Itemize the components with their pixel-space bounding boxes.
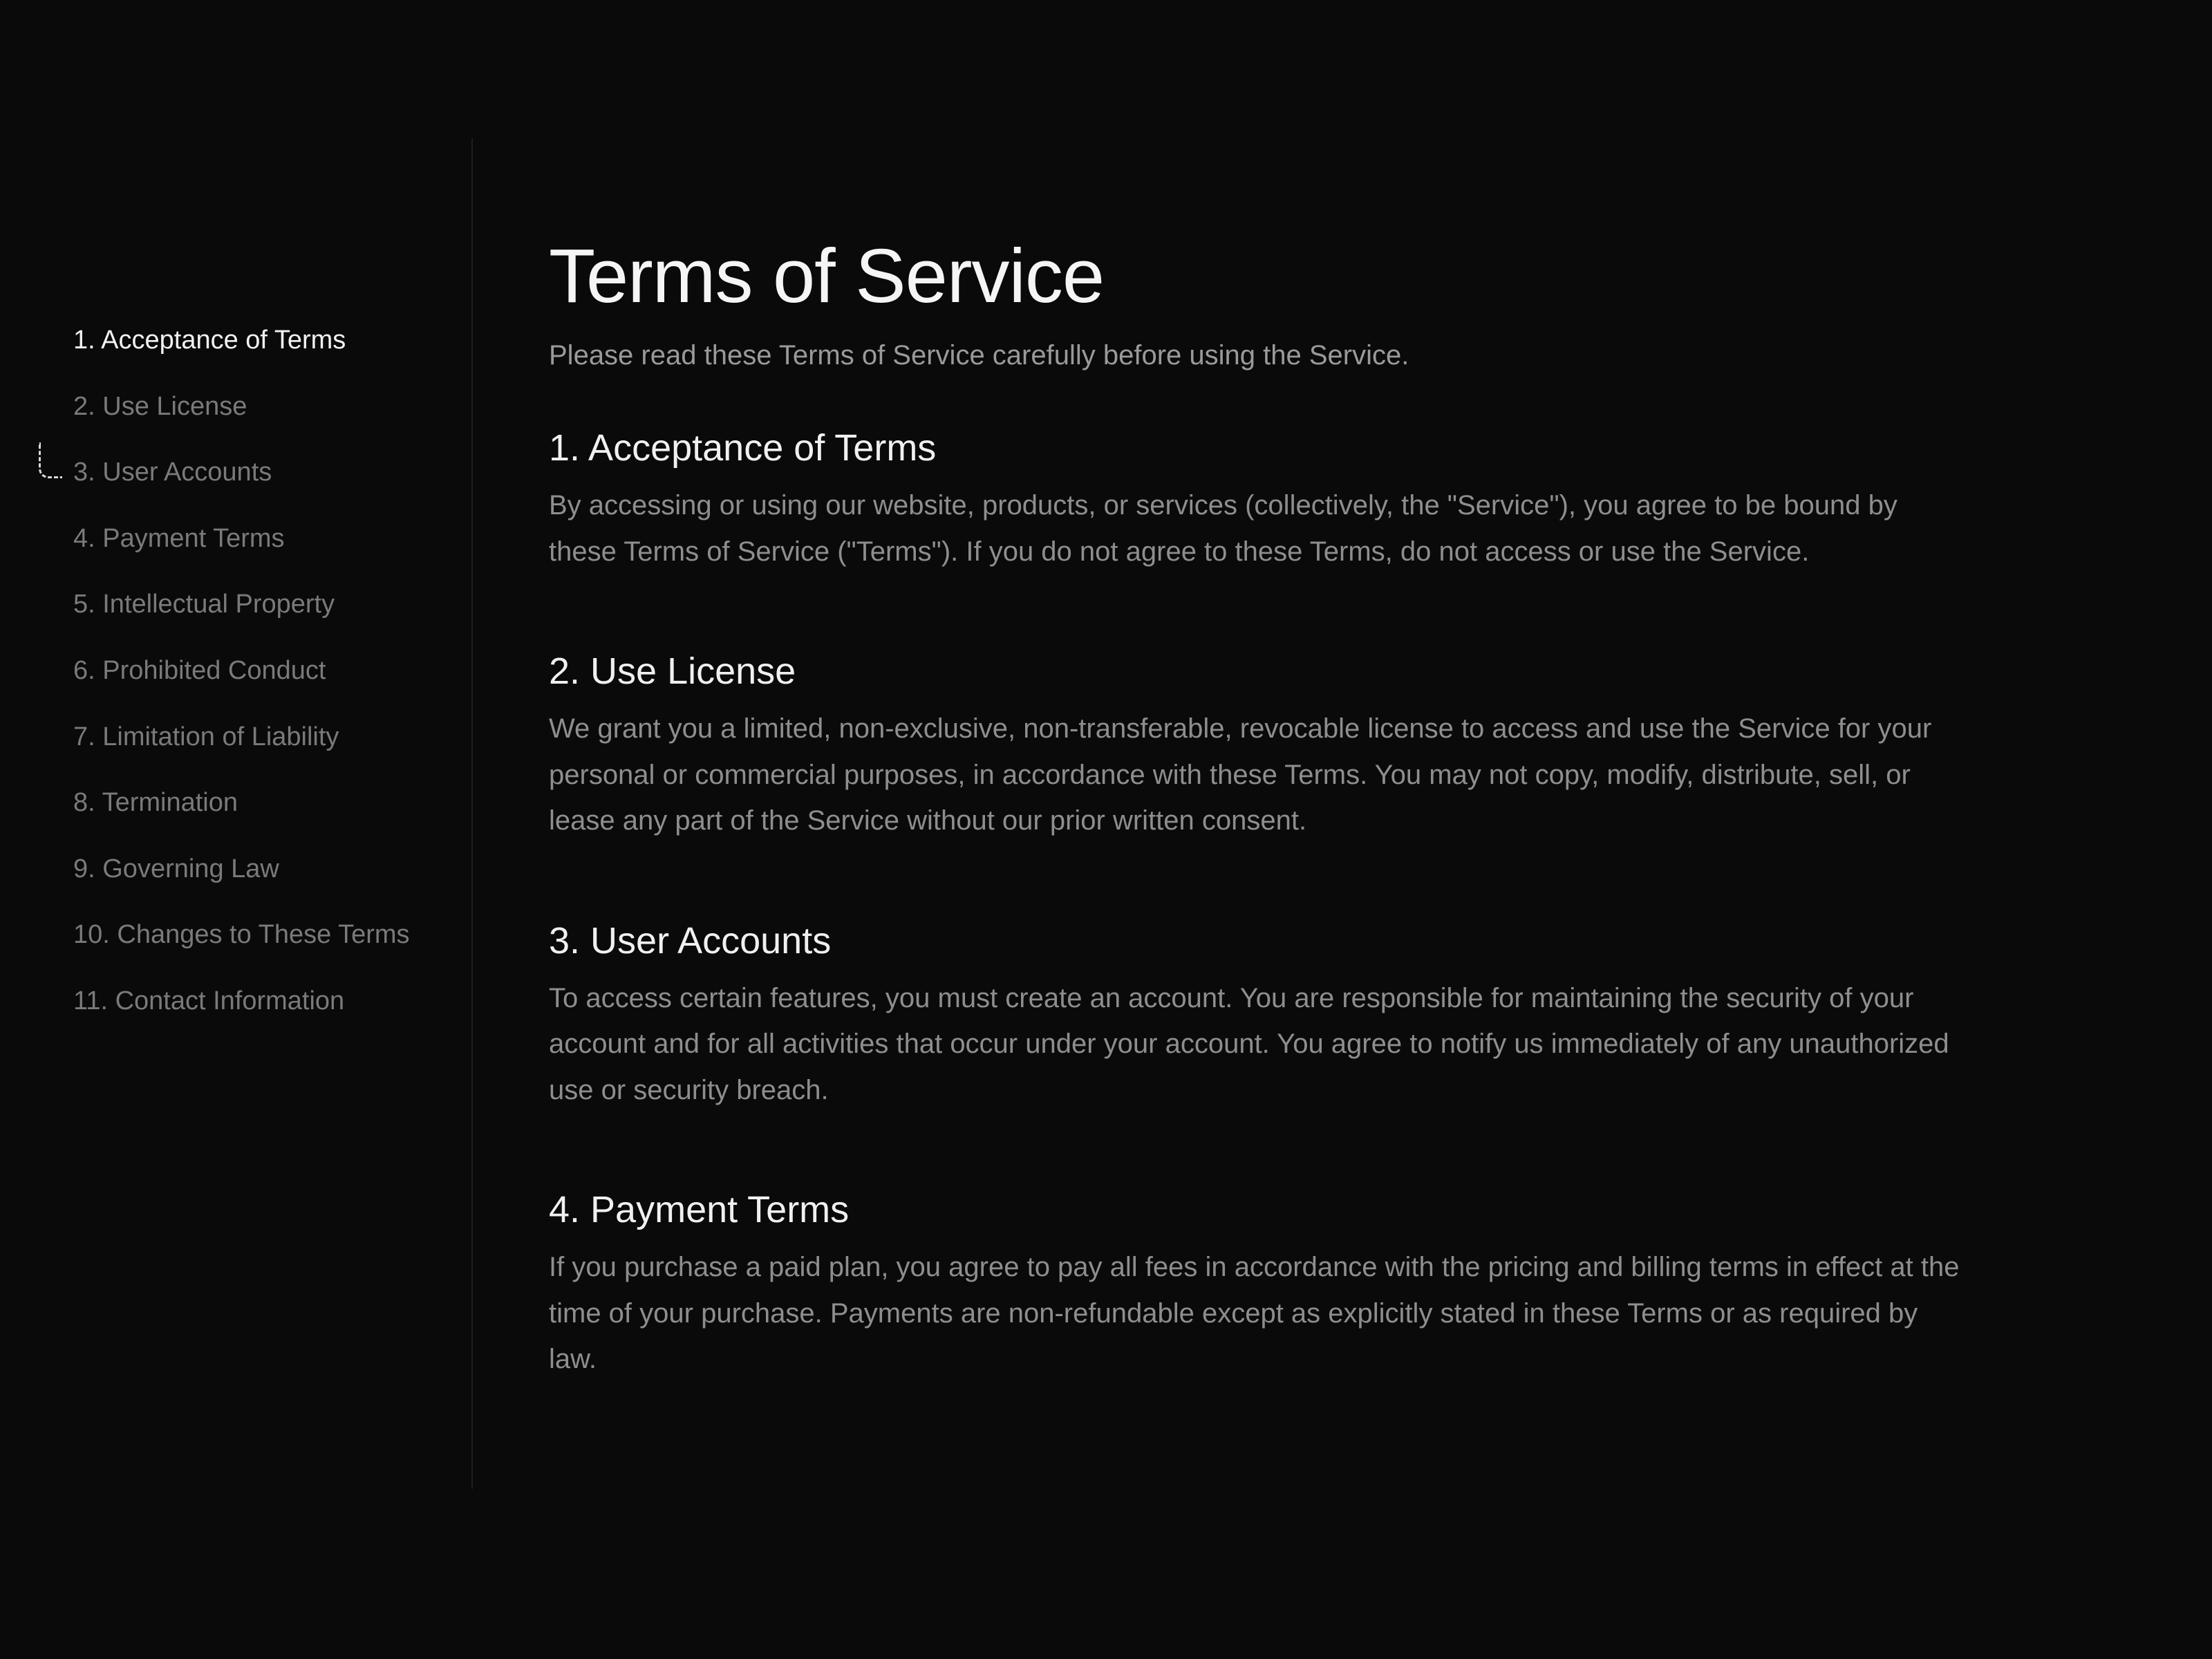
toc-item-changes-to-these-terms[interactable]: 10. Changes to These Terms	[73, 920, 410, 950]
section-use-license	[549, 646, 1973, 844]
table-of-contents	[0, 138, 473, 1489]
section-heading: 1. Acceptance of Terms	[549, 427, 937, 469]
main-content	[549, 228, 1973, 1382]
section-body: By accessing or using our website, products, or services (collectively, the "Service"), you agree to be bound by these Terms of Service ("Terms"). If you do not agree to these Terms, do not access or use the Service.	[549, 490, 1897, 567]
toc-item-prohibited-conduct[interactable]: 6. Prohibited Conduct	[73, 655, 326, 685]
toc-list	[73, 312, 410, 1040]
toc-item-intellectual-property[interactable]: 5. Intellectual Property	[73, 590, 335, 619]
toc-item-governing-law[interactable]: 9. Governing Law	[73, 854, 279, 883]
section-heading: 3. User Accounts	[549, 919, 832, 962]
section-heading: 4. Payment Terms	[549, 1189, 850, 1230]
toc-item-payment-terms[interactable]: 4. Payment Terms	[73, 523, 285, 553]
section-body: If you purchase a paid plan, you agree to pay all fees in accordance with the pricing and billing terms in effect at the time of your purchase. Payments are non-refundable except as explicitly stated in these Terms or as required by law.	[549, 1252, 1960, 1374]
intro-text: Please read these Terms of Service carefully before using the Service.	[549, 340, 1409, 371]
section-heading: 2. Use License	[549, 650, 796, 692]
section-user-accounts	[549, 916, 1973, 1114]
toc-item-use-license[interactable]: 2. Use License	[73, 391, 247, 421]
toc-item-limitation-of-liability[interactable]: 7. Limitation of Liability	[73, 722, 339, 751]
toc-item-acceptance-of-terms[interactable]: 1. Acceptance of Terms	[73, 326, 346, 355]
toc-item-contact-information[interactable]: 11. Contact Information	[73, 986, 345, 1015]
toc-item-user-accounts[interactable]: 3. User Accounts	[73, 458, 272, 487]
section-acceptance-of-terms	[549, 423, 1973, 574]
active-item-indicator-icon	[39, 442, 62, 478]
page-title: Terms of Service	[549, 234, 1105, 319]
section-body: To access certain features, you must create an account. You are responsible for maintaining the security of your account and for all activities that occur under your account. You agree to notify us immediately of any unauthorized use or security breach.	[549, 982, 1949, 1105]
toc-item-termination[interactable]: 8. Termination	[73, 788, 238, 818]
section-payment-terms	[549, 1185, 1973, 1382]
section-body: We grant you a limited, non-exclusive, non-transferable, revocable license to access and use the Service for your personal or commercial purposes, in accordance with these Terms. You may not copy, modify, distribute, sell, or lease any part of the Service without our prior written consent.	[549, 713, 1932, 836]
